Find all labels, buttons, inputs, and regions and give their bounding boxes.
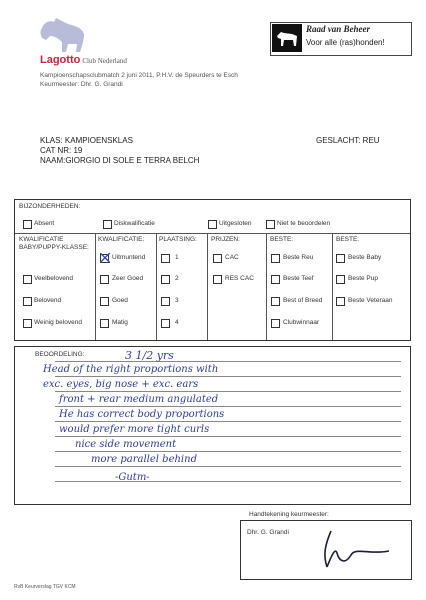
ruled-line — [55, 421, 401, 422]
plaats-4-checkbox[interactable] — [161, 319, 170, 328]
col-divider — [332, 233, 333, 340]
absent-checkbox[interactable] — [23, 220, 32, 229]
beste-baby-checkbox[interactable] — [336, 254, 345, 263]
geslacht-field: GESLACHT: REU — [316, 136, 380, 145]
naam-field: NAAM:GIORGIO DI SOLE E TERRA BELCH — [40, 156, 200, 165]
judging-table — [14, 199, 411, 341]
age-note: 3 1/2 yrs — [125, 349, 174, 362]
uitmuntend-checkbox[interactable] — [100, 254, 109, 263]
ruled-line — [55, 451, 401, 452]
cac-label: CAC — [225, 254, 239, 261]
rvb-dog-icon — [272, 24, 302, 52]
weinig-belovend-label: Weinig belovend — [34, 319, 82, 326]
beoordeling-label: BEOORDELING: — [35, 351, 85, 358]
prijzen-title: PRIJZEN: — [211, 236, 240, 243]
signature-box — [240, 511, 412, 580]
comment-line-1: Head of the right proportions with — [43, 364, 219, 375]
comment-line-5: would prefer more tight curls — [59, 424, 210, 435]
ruled-line — [55, 406, 401, 407]
absent-label: Absent — [34, 220, 55, 227]
cac-checkbox[interactable] — [213, 254, 222, 263]
beste-baby-label: Beste Baby — [348, 254, 382, 261]
comment-line-2: exc. eyes, big nose + exc. ears — [43, 379, 199, 390]
plaats-3-checkbox[interactable] — [161, 297, 170, 306]
weinig-belovend-checkbox[interactable] — [23, 319, 32, 328]
table-divider — [15, 233, 410, 234]
res-cac-label: RES CAC — [225, 275, 254, 282]
ruled-line — [55, 436, 401, 437]
lagotto-dog-logo — [38, 14, 88, 54]
klas-field: KLAS: KAMPIOENSKLAS — [40, 136, 133, 145]
comment-line-3: front + rear medium angulated — [59, 394, 219, 405]
belovend-checkbox[interactable] — [23, 297, 32, 306]
best-of-breed-label: Best of Breed — [283, 297, 323, 304]
col-divider — [207, 233, 208, 340]
rvb-tagline: Voor alle (ras)honden! — [306, 38, 385, 47]
col-divider — [95, 233, 96, 340]
beste-title-2: BESTE: — [336, 236, 360, 243]
judge-info: Keurmeester: Dhr. G. Grandi — [40, 81, 123, 88]
ruled-line — [55, 466, 401, 467]
beste-reu-checkbox[interactable] — [271, 254, 280, 263]
veelbelovend-checkbox[interactable] — [23, 275, 32, 284]
clubwinnaar-label: Clubwinnaar — [283, 319, 320, 326]
plaatsing-title: PLAATSING: — [159, 236, 197, 243]
beste-pup-label: Beste Pup — [348, 275, 378, 282]
baby-klasse-title: KWALIFICATIE BABY/PUPPY-KLASSE: — [19, 236, 89, 251]
beste-pup-checkbox[interactable] — [336, 275, 345, 284]
judge-signature — [311, 525, 401, 573]
comment-line-7: more parallel behind — [91, 454, 197, 465]
zeer-goed-label: Zeer Goed — [112, 275, 144, 282]
belovend-label: Belovend — [34, 297, 62, 304]
uitmuntend-label: Uitmuntend — [112, 254, 146, 261]
ruled-line — [55, 376, 401, 377]
plaats-2-label: 2 — [175, 275, 179, 282]
col-divider — [156, 233, 157, 340]
club-name: Lagotto Club Nederland — [40, 54, 127, 66]
judge-name: Dhr. G. Grandi — [247, 529, 289, 536]
comment-sign: -Gutm- — [115, 472, 150, 483]
cat-field: CAT NR: 19 — [40, 146, 83, 155]
signature-label: Handtekening keurmeester: — [249, 511, 329, 518]
ruled-line — [55, 481, 401, 482]
comment-line-4: He has correct body proportions — [59, 409, 225, 420]
beste-teef-checkbox[interactable] — [271, 275, 280, 284]
match-info: Kampioenschapsclubmatch 2 juni 2011, P.H.V. de Speurders te Esch — [40, 72, 238, 79]
footer-text: RvB Keurverslag TGV KCM — [14, 584, 76, 590]
plaats-4-label: 4 — [175, 319, 179, 326]
res-cac-checkbox[interactable] — [213, 275, 222, 284]
beste-reu-label: Beste Reu — [283, 254, 314, 261]
goed-label: Goed — [112, 297, 128, 304]
matig-checkbox[interactable] — [100, 319, 109, 328]
plaats-2-checkbox[interactable] — [161, 275, 170, 284]
beoordeling-box — [14, 346, 411, 505]
plaats-3-label: 3 — [175, 297, 179, 304]
beste-veteraan-label: Beste Veteraan — [348, 297, 393, 304]
diskwalificatie-label: Diskwalificatie — [114, 220, 155, 227]
zeer-goed-checkbox[interactable] — [100, 275, 109, 284]
comment-line-6: nice side movement — [75, 439, 177, 450]
niet-beoordelen-label: Niet te beoordelen — [277, 220, 331, 227]
kwalificatie-title: KWALIFICATIE: — [98, 236, 145, 243]
uitgesloten-checkbox[interactable] — [208, 220, 217, 229]
niet-beoordelen-checkbox[interactable] — [266, 220, 275, 229]
veelbelovend-label: Veelbelovend — [34, 275, 74, 282]
col-divider — [266, 233, 267, 340]
beste-teef-label: Beste Teef — [283, 275, 314, 282]
ruled-line — [55, 391, 401, 392]
diskwalificatie-checkbox[interactable] — [103, 220, 112, 229]
matig-label: Matig — [112, 319, 128, 326]
club-subtitle: Club Nederland — [82, 57, 127, 65]
uitgesloten-label: Uitgesloten — [219, 220, 252, 227]
beste-title: BESTE: — [270, 236, 294, 243]
plaats-1-checkbox[interactable] — [161, 254, 170, 263]
ruled-line — [55, 361, 401, 362]
clubwinnaar-checkbox[interactable] — [271, 319, 280, 328]
plaats-1-label: 1 — [175, 254, 179, 261]
best-of-breed-checkbox[interactable] — [271, 297, 280, 306]
bijzonderheden-title: BIJZONDERHEDEN: — [19, 203, 81, 210]
goed-checkbox[interactable] — [100, 297, 109, 306]
beste-veteraan-checkbox[interactable] — [336, 297, 345, 306]
rvb-title: Raad van Beheer — [306, 24, 370, 34]
